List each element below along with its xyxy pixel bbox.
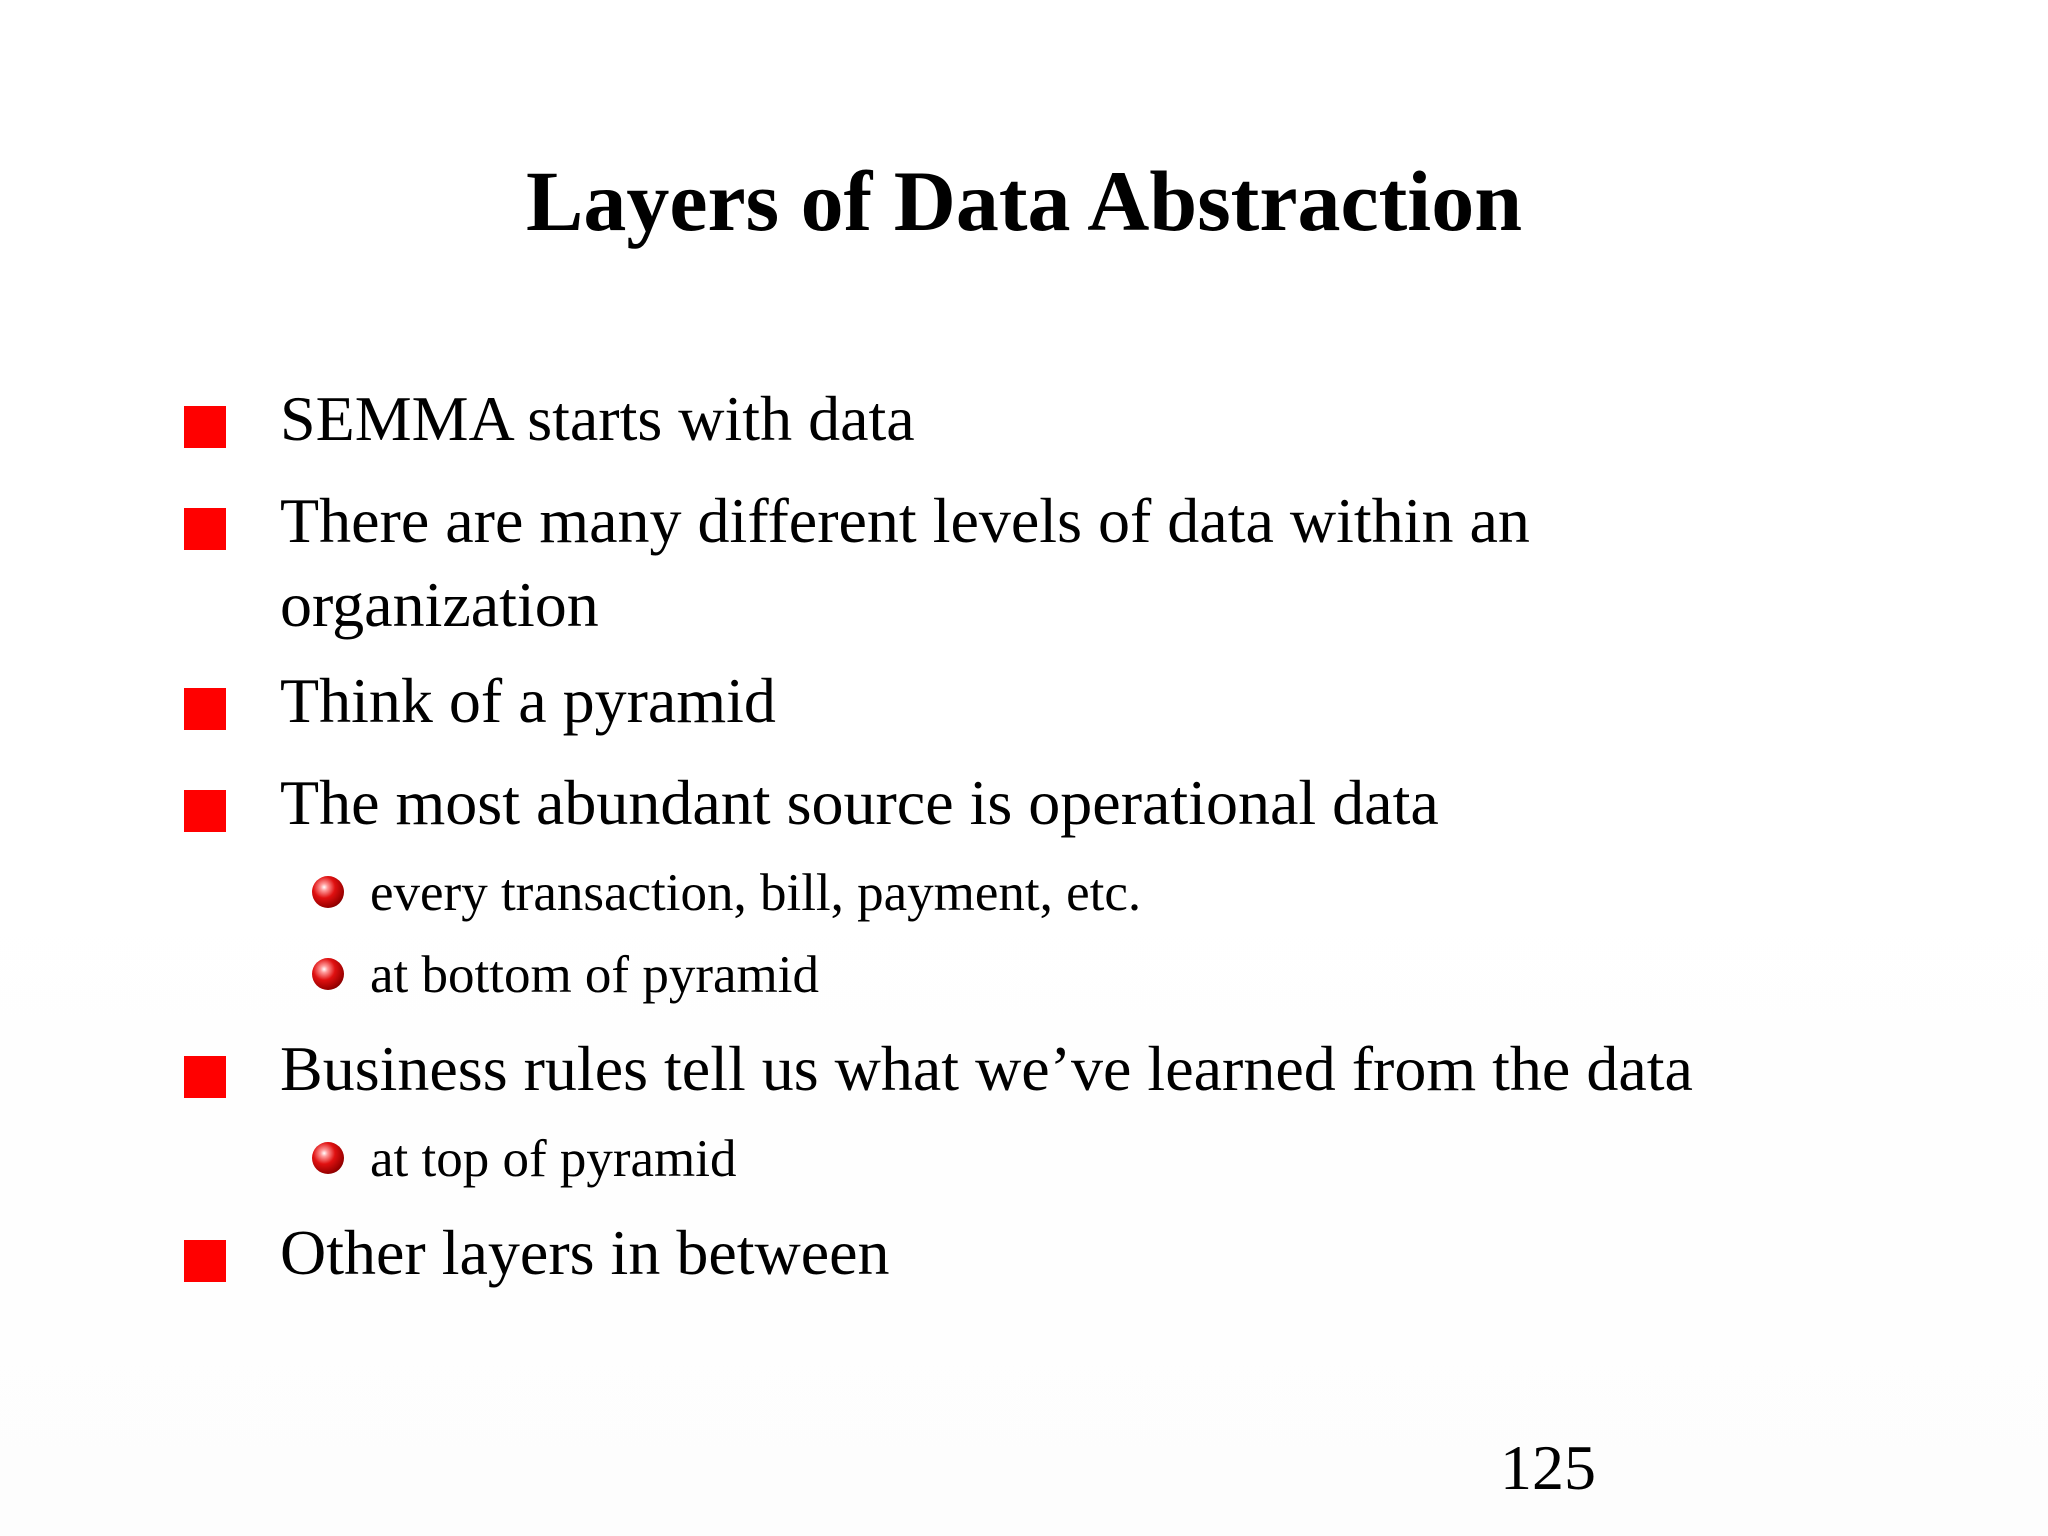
red-ball-bullet-icon (312, 876, 344, 908)
bullet-text: SEMMA starts with data (280, 383, 915, 454)
sub-bullet-text: at bottom of pyramid (370, 946, 819, 1004)
bullet-text: Business rules tell us what we’ve learned from the data (280, 1033, 1693, 1104)
red-square-bullet-icon (184, 1056, 226, 1098)
red-square-bullet-icon (184, 406, 226, 448)
bullet-text: Other layers in between (280, 1217, 890, 1288)
red-ball-bullet-icon (312, 1142, 344, 1174)
page-number: 125 (1500, 1432, 1596, 1503)
red-square-bullet-icon (184, 508, 226, 550)
slide-title: Layers of Data Abstraction (525, 153, 1523, 249)
sub-bullet-text: at top of pyramid (370, 1130, 737, 1188)
bullet-text-continuation: organization (280, 569, 599, 640)
sub-bullet-text: every transaction, bill, payment, etc. (370, 864, 1142, 922)
bullet-text: Think of a pyramid (280, 665, 776, 736)
red-ball-bullet-icon (312, 958, 344, 990)
red-square-bullet-icon (184, 790, 226, 832)
red-square-bullet-icon (184, 688, 226, 730)
bullet-text: The most abundant source is operational data (280, 767, 1439, 838)
bullet-text: There are many different levels of data within an (280, 485, 1530, 556)
red-square-bullet-icon (184, 1240, 226, 1282)
